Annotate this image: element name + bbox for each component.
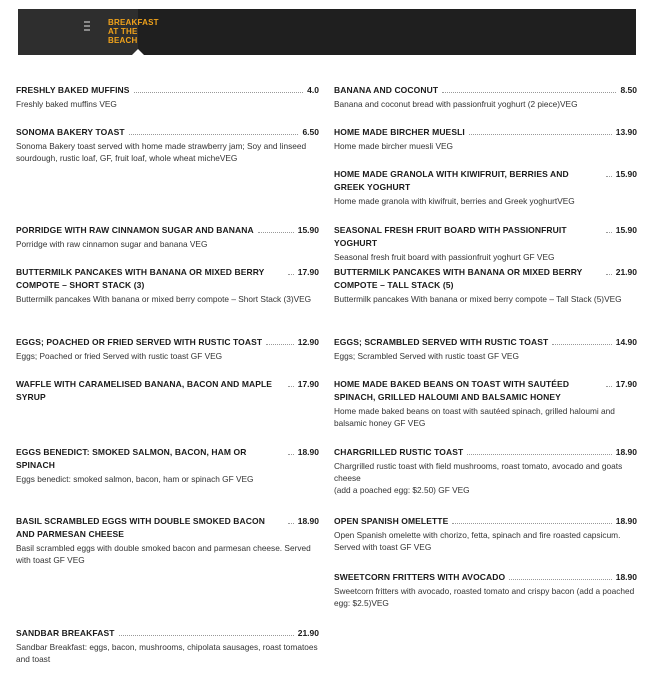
leader-dots	[258, 224, 294, 233]
item-description: Home made granola with kiwifruit, berries and Greek yoghurtVEG	[334, 196, 575, 206]
item-price: 14.90	[615, 337, 637, 347]
item-description: Open Spanish omelette with chorizo, fetta, spinach and fire roasted capsicum. Served with toast GF VEG	[334, 530, 621, 552]
item-name: SEASONAL FRESH FRUIT BOARD WITH PASSIONFRUIT YOGHURT	[334, 225, 567, 248]
item-name: SANDBAR BREAKFAST	[16, 628, 115, 638]
item-description: Eggs; Poached or fried Served with rustic toast GF VEG	[16, 351, 223, 361]
leader-dots	[288, 378, 294, 387]
leader-dots	[606, 168, 612, 177]
item-name: FRESHLY BAKED MUFFINS	[16, 85, 130, 95]
item-name: BANANA AND COCONUT	[334, 85, 439, 95]
leader-dots	[442, 84, 616, 93]
menu-item	[16, 627, 319, 665]
menu-item	[334, 571, 637, 609]
tab-breakfast-at-the-beach[interactable]	[18, 9, 159, 55]
item-name: SWEETCORN FRITTERS WITH AVOCADO	[334, 572, 506, 582]
item-price: 12.90	[297, 337, 319, 347]
leader-dots	[469, 126, 612, 135]
item-price: 21.90	[615, 267, 637, 277]
menu-item	[334, 378, 637, 429]
top-navigation-bar	[18, 9, 636, 55]
menu-item	[334, 266, 637, 305]
leader-dots	[552, 336, 611, 345]
tab-label: BREAKFAST AT THE BEACH	[108, 18, 159, 45]
item-name: BUTTERMILK PANCAKES WITH BANANA OR MIXED BERRY COMPOTE – TALL STACK (5)	[334, 267, 583, 290]
item-description: Eggs benedict: smoked salmon, bacon, ham or spinach GF VEG	[16, 474, 254, 484]
item-name: BUTTERMILK PANCAKES WITH BANANA OR MIXED BERRY COMPOTE – SHORT STACK (3)	[16, 267, 265, 290]
item-name: HOME MADE BIRCHER MUESLI	[334, 127, 465, 137]
item-price: 18.90	[297, 516, 319, 526]
item-price: 6.50	[302, 127, 319, 137]
item-name: CHARGRILLED RUSTIC TOAST	[334, 447, 464, 457]
leader-dots	[288, 266, 294, 275]
item-description: Banana and coconut bread with passionfruit yoghurt (2 piece)VEG	[334, 99, 578, 109]
menu-item	[16, 224, 319, 250]
item-name: HOME MADE GRANOLA WITH KIWIFRUIT, BERRIES AND GREEK YOGHURT	[334, 169, 569, 192]
item-price: 17.90	[297, 379, 319, 389]
item-price: 15.90	[615, 225, 637, 235]
leader-dots	[452, 515, 611, 524]
item-price: 13.90	[615, 127, 637, 137]
leader-dots	[509, 571, 612, 580]
item-price: 8.50	[620, 85, 637, 95]
leader-dots	[467, 446, 611, 455]
menu-item	[334, 224, 637, 263]
item-name: EGGS BENEDICT: SMOKED SALMON, BACON, HAM OR SPINACH	[16, 447, 247, 470]
leader-dots	[606, 266, 612, 275]
item-description: Buttermilk pancakes With banana or mixed berry compote – Short Stack (3)VEG	[16, 294, 312, 304]
item-description: Home made bircher muesli VEG	[334, 141, 453, 151]
item-price: 18.90	[297, 447, 319, 457]
item-price: 18.90	[615, 572, 637, 582]
leader-dots	[266, 336, 294, 345]
item-price: 18.90	[615, 516, 637, 526]
item-description: Seasonal fresh fruit board with passionfruit yoghurt GF VEG	[334, 252, 555, 262]
menu-item	[16, 336, 319, 362]
item-description: Home made baked beans on toast with sautéed spinach, grilled haloumi and balsamic honey GF VEG	[334, 406, 615, 428]
menu-item	[334, 446, 637, 496]
menu-item	[16, 266, 319, 305]
item-price: 21.90	[297, 628, 319, 638]
menu-item	[334, 515, 637, 553]
leader-dots	[134, 84, 304, 93]
leader-dots	[606, 378, 612, 387]
leader-dots	[288, 515, 294, 524]
leader-dots	[288, 446, 294, 455]
item-name: WAFFLE WITH CARAMELISED BANANA, BACON AND MAPLE SYRUP	[16, 379, 273, 402]
menu-item	[334, 84, 637, 110]
item-description: Sonoma Bakery toast served with home made strawberry jam; Soy and linseed sourdough, rustic loaf, GF, fruit loaf, whole wheat micheVEG	[16, 141, 307, 163]
item-description: Sandbar Breakfast: eggs, bacon, mushrooms, chipolata sausages, roast tomatoes and toast	[16, 642, 318, 664]
item-description: Sweetcorn fritters with avocado, roasted tomato and crispy bacon (add a poached egg: $2.5)VEG	[334, 586, 635, 608]
item-price: 15.90	[615, 169, 637, 179]
item-price: 18.90	[615, 447, 637, 457]
item-description: Buttermilk pancakes With banana or mixed berry compote – Tall Stack (5)VEG	[334, 294, 622, 304]
leader-dots	[129, 126, 299, 135]
item-price: 15.90	[297, 225, 319, 235]
item-price: 17.90	[615, 379, 637, 389]
menu-item	[334, 168, 637, 207]
item-name: BASIL SCRAMBLED EGGS WITH DOUBLE SMOKED BACON AND PARMESAN CHEESE	[16, 516, 265, 539]
active-tab-caret-icon	[132, 49, 144, 55]
item-name: EGGS; POACHED OR FRIED SERVED WITH RUSTIC TOAST	[16, 337, 263, 347]
item-price: 4.0	[307, 85, 319, 95]
item-name: SONOMA BAKERY TOAST	[16, 127, 125, 137]
item-name: OPEN SPANISH OMELETTE	[334, 516, 449, 526]
menu-item	[334, 126, 637, 152]
item-description: Eggs; Scrambled Served with rustic toast GF VEG	[334, 351, 519, 361]
menu-item	[16, 84, 319, 110]
item-description: Chargrilled rustic toast with field mushrooms, roast tomato, avocado and goats cheese (add a poached egg: $2.50) GF VEG	[334, 461, 623, 495]
item-description: Basil scrambled eggs with double smoked bacon and parmesan cheese. Served with toast GF VEG	[16, 543, 311, 565]
menu-item	[16, 446, 319, 485]
menu-item	[16, 126, 319, 164]
menu-grip-icon	[84, 21, 90, 33]
leader-dots	[119, 627, 294, 636]
leader-dots	[606, 224, 612, 233]
item-name: PORRIDGE WITH RAW CINNAMON SUGAR AND BANANA	[16, 225, 254, 235]
item-price: 17.90	[297, 267, 319, 277]
item-name: HOME MADE BAKED BEANS ON TOAST WITH SAUTÉED SPINACH, GRILLED HALOUMI AND BALSAMIC HONEY	[334, 379, 570, 402]
menu-item	[334, 336, 637, 362]
item-name: EGGS; SCRAMBLED SERVED WITH RUSTIC TOAST	[334, 337, 549, 347]
menu-item	[16, 378, 319, 405]
item-description: Porridge with raw cinnamon sugar and banana VEG	[16, 239, 208, 249]
menu-item	[16, 515, 319, 566]
item-description: Freshly baked muffins VEG	[16, 99, 117, 109]
